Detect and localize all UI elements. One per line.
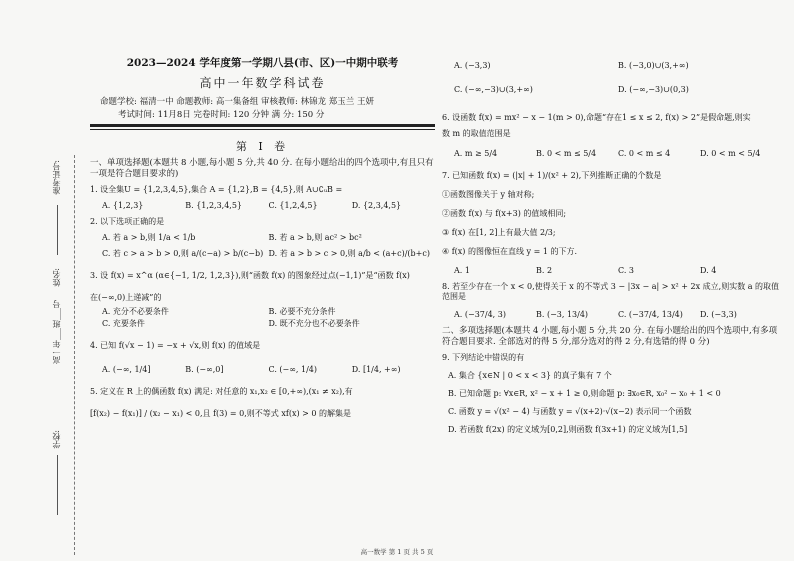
exam-meta-line-1: 命题学校: 福清一中 命题教师: 高一集备组 审核教师: 林锦龙 郑玉兰 王妍 bbox=[100, 97, 375, 108]
section-2-heading: 二、多项选择题(本题共 4 小题,每小题 5 分,共 20 分. 在每小题给出的四个选项中,有多项符合题目要求. 全部选对的得 5 分,部分选对的得 2 分,有选错的得 0 分) bbox=[442, 326, 778, 347]
option: C. {1,2,4,5} bbox=[268, 201, 318, 211]
question-8-options bbox=[442, 310, 782, 320]
option: A. (−∞, 1/4] bbox=[102, 365, 151, 375]
option: D. 既不充分也不必要条件 bbox=[268, 319, 360, 329]
question-5-continued: [f(x₂) − f(x₁)] / (x₂ − x₁) < 0,且 f(3) = 0,则不等式 xf(x) > 0 的解集是 bbox=[90, 409, 351, 419]
binding-margin bbox=[0, 0, 88, 561]
question-2-options bbox=[90, 233, 435, 265]
question-9-option: B. 已知命题 p: ∀x∈R, x² − x + 1 ≥ 0,则命题 p: ∃x₀∈R, x₀² − x₀ + 1 < 0 bbox=[448, 389, 721, 399]
question-3-options bbox=[90, 307, 435, 335]
option: C. 0 < m ≤ 4 bbox=[618, 149, 671, 158]
question-2: 2. 以下选项正确的是 bbox=[90, 217, 165, 227]
question-7-item: ②函数 f(x) 与 f(x+3) 的值域相同; bbox=[442, 209, 567, 218]
question-7-item: ④ f(x) 的图像恒在直线 y = 1 的下方. bbox=[442, 247, 577, 256]
header-rule-thin bbox=[90, 129, 435, 130]
student-name-label: 姓名: bbox=[52, 268, 61, 287]
question-5: 5. 定义在 R 上的偶函数 f(x) 满足: 对任意的 x₁,x₂ ∈ [0,+∞),(x₁ ≠ x₂),有 bbox=[90, 387, 353, 397]
option: B. 0 < m ≤ 5/4 bbox=[536, 149, 597, 158]
option: C. 充要条件 bbox=[102, 319, 145, 329]
option: A. m ≥ 5/4 bbox=[454, 149, 498, 158]
option: D. {2,3,4,5} bbox=[351, 201, 402, 211]
section-1-heading: 一、单项选择题(本题共 8 小题,每小题 5 分,共 40 分. 在每小题给出的四个选项中,有且只有一项是符合题目要求的) bbox=[90, 158, 434, 179]
volume-heading: 第 I 卷 bbox=[235, 140, 290, 154]
option: A. {1,2,3} bbox=[102, 201, 144, 211]
question-7-item: ③ f(x) 在[1, 2]上有最大值 2/3; bbox=[442, 228, 556, 237]
exam-number-label: 准考证号: bbox=[52, 160, 61, 195]
option: C. 3 bbox=[618, 266, 635, 275]
option: A. 充分不必要条件 bbox=[102, 307, 169, 317]
option: D. [1/4, +∞) bbox=[351, 365, 401, 375]
option: C. (−37/4, 13/4) bbox=[618, 310, 683, 319]
option: C. (−∞, 1/4) bbox=[268, 365, 317, 375]
option: B. (−3, 13/4) bbox=[536, 310, 589, 319]
question-8: 8. 若至少存在一个 x < 0,使得关于 x 的不等式 3 − |3x − a| > x² + 2x 成立,则实数 a 的取值范围是 bbox=[442, 282, 780, 301]
option: D. 0 < m < 5/4 bbox=[700, 149, 761, 158]
binding-dashed-line bbox=[74, 155, 75, 555]
option: D. (−∞,−3)∪(0,3) bbox=[618, 85, 689, 94]
header-rule-thick bbox=[90, 124, 435, 127]
page-footer: 高一数学 第 1 页 共 5 页 bbox=[360, 548, 434, 556]
school-label: 学校: bbox=[52, 430, 61, 449]
exam-meta-line-2: 考试时间: 11月8日 完卷时间: 120 分钟 满 分: 150 分 bbox=[118, 109, 325, 120]
option: A. 1 bbox=[454, 266, 470, 275]
question-3: 3. 设 f(x) = x^α (α∈{−1, 1/2, 1,2,3}),则“函数 f(x) 的图象经过点(−1,1)”是“函数 f(x) bbox=[90, 271, 410, 281]
question-9-option: D. 若函数 f(2x) 的定义域为[0,2],则函数 f(3x+1) 的定义域为[1,5] bbox=[448, 425, 688, 435]
exam-subtitle: 高中一年数学科试卷 bbox=[199, 76, 326, 91]
left-column bbox=[90, 55, 435, 419]
question-7-options bbox=[442, 266, 782, 276]
option: B. (−∞,0] bbox=[185, 365, 224, 375]
question-9-option: A. 集合 {x∈N | 0 < x < 3} 的真子集有 7 个 bbox=[448, 371, 612, 381]
question-7: 7. 已知函数 f(x) = (|x| + 1)/(x² + 2),下列推断正确的个数是 bbox=[442, 171, 662, 180]
option: D. 4 bbox=[700, 266, 717, 275]
option: C. (−∞,−3)∪(3,+∞) bbox=[454, 85, 533, 94]
question-3-continued: 在(−∞,0)上递减”的 bbox=[90, 293, 162, 303]
question-4-options bbox=[90, 365, 435, 375]
option: A. (−3,3) bbox=[454, 61, 491, 70]
exam-number-line bbox=[57, 205, 58, 255]
question-4: 4. 已知 f(√x − 1) = −x + √x,则 f(x) 的值域是 bbox=[90, 341, 261, 351]
question-9-option: C. 函数 y = √(x² − 4) 与函数 y = √(x+2)·√(x−2) 表示同一个函数 bbox=[448, 407, 692, 417]
question-5-options bbox=[442, 61, 782, 101]
option: B. (−3,0)∪(3,+∞) bbox=[618, 61, 689, 70]
option: C. 若 c > a > b > 0,则 a/(c−a) > b/(c−b) bbox=[102, 249, 264, 259]
right-column bbox=[442, 55, 782, 435]
option: B. 必要不充分条件 bbox=[268, 307, 336, 317]
question-9: 9. 下列结论中错误的有 bbox=[442, 353, 525, 363]
option: A. 若 a > b,则 1/a < 1/b bbox=[102, 233, 196, 243]
question-7-item: ①函数图像关于 y 轴对称; bbox=[442, 190, 535, 199]
exam-title: 2023—2024 学年度第一学期八县(市、区)一中期中联考 bbox=[126, 57, 399, 69]
question-6: 6. 设函数 f(x) = mx² − x − 1(m > 0),命题“存在1 ≤ x ≤ 2, f(x) > 2”是假命题,则实 bbox=[442, 113, 751, 122]
option: D. 若 a > b > c > 0,则 a/b < (a+c)/(b+c) bbox=[268, 249, 430, 259]
question-1-options bbox=[90, 201, 435, 211]
option: B. 若 a > b,则 ac² > bc² bbox=[268, 233, 362, 243]
option: B. 2 bbox=[536, 266, 553, 275]
school-line bbox=[57, 455, 58, 515]
question-6-continued: 数 m 的取值范围是 bbox=[442, 129, 511, 138]
option: A. (−37/4, 3) bbox=[454, 310, 506, 319]
option: D. (−3,3) bbox=[700, 310, 737, 319]
question-1: 1. 设全集U = {1,2,3,4,5},集合 A = {1,2},B = {4,5},则 A∪∁ᵤB = bbox=[90, 185, 343, 195]
question-6-options bbox=[442, 149, 782, 159]
option: B. {1,2,3,4,5} bbox=[185, 201, 243, 211]
class-label: 高一年___班___号 bbox=[52, 300, 61, 364]
